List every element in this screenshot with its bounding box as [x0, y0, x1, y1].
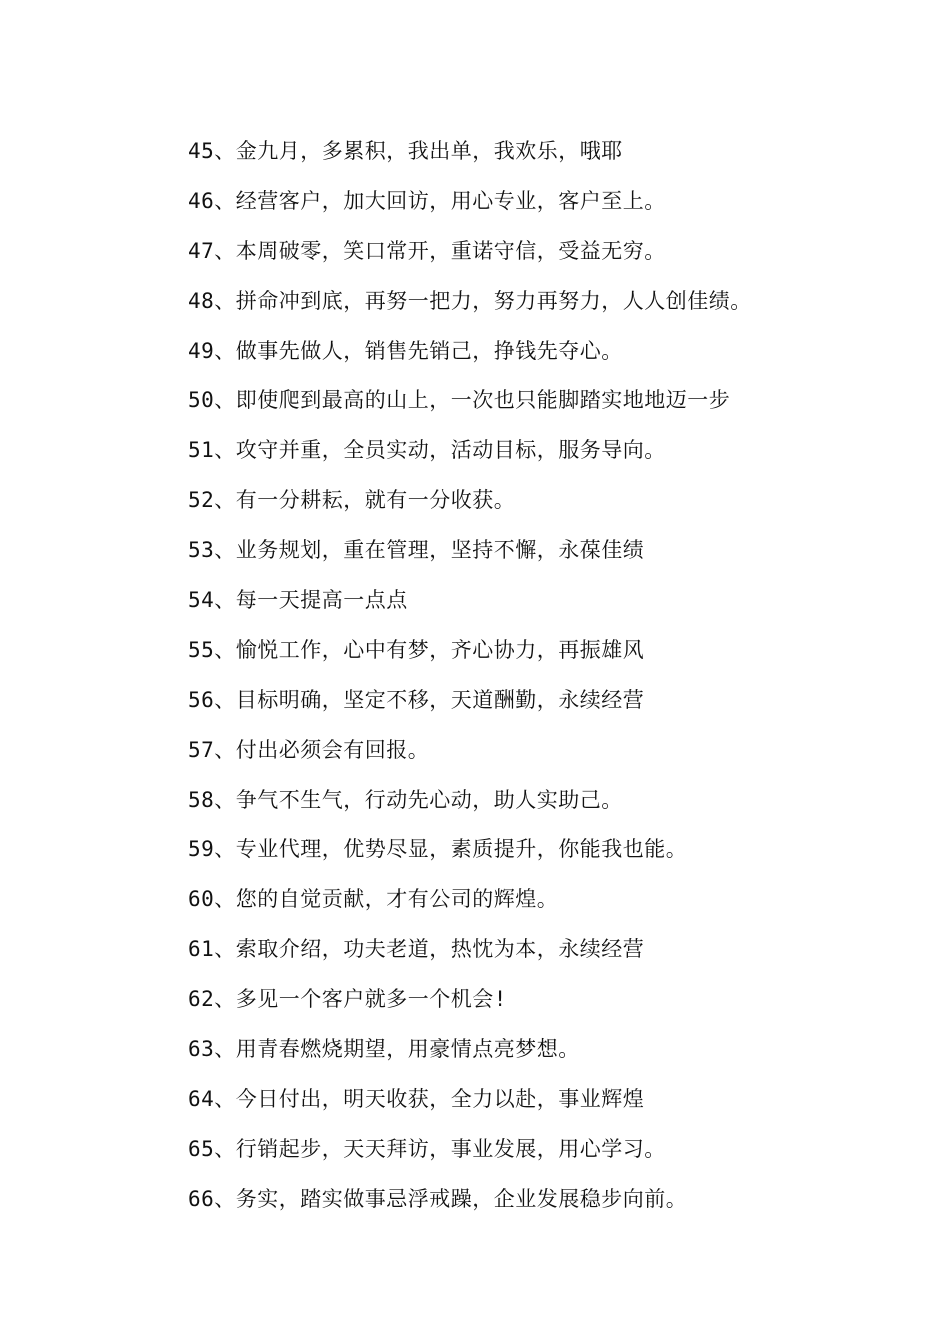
- list-item: 45、金九月，多累积，我出单，我欢乐，哦耶: [188, 139, 623, 163]
- list-item: 65、行销起步，天天拜访，事业发展，用心学习。: [188, 1136, 666, 1161]
- list-item: 54、每一天提高一点点: [188, 588, 408, 613]
- list-item: 46、经营客户，加大回访，用心专业，客户至上。: [188, 188, 666, 213]
- list-item: 53、业务规划，重在管理，坚持不懈，永葆佳绩: [188, 538, 645, 563]
- list-item: 63、用青春燃烧期望，用豪情点亮梦想。: [188, 1037, 580, 1062]
- list-item: 59、专业代理，优势尽显，素质提升，你能我也能。: [188, 837, 688, 862]
- list-item: 60、您的自觉贡献，才有公司的辉煌。: [188, 887, 559, 912]
- list-item: 56、目标明确，坚定不移，天道酬勤，永续经营: [188, 687, 645, 712]
- list-item: 62、多见一个客户就多一个机会!: [188, 987, 507, 1012]
- list-item: 52、有一分耕耘，就有一分收获。: [188, 488, 516, 513]
- list-item: 57、付出必须会有回报。: [188, 737, 430, 762]
- list-item: 55、愉悦工作，心中有梦，齐心协力，再振雄风: [188, 637, 645, 662]
- list-item: 51、攻守并重，全员实动，活动目标，服务导向。: [188, 438, 666, 463]
- list-item: 66、务实，踏实做事忌浮戒躁，企业发展稳步向前。: [188, 1186, 688, 1211]
- list-item: 47、本周破零，笑口常开，重诺守信，受益无穷。: [188, 238, 666, 263]
- list-item: 61、索取介绍，功夫老道，热忱为本，永续经营: [188, 937, 645, 962]
- list-item: 49、做事先做人，销售先销己，挣钱先夺心。: [188, 338, 623, 363]
- list-item: 58、争气不生气，行动先心动，助人实助己。: [188, 787, 623, 812]
- slogan-list: [188, 131, 752, 1229]
- list-item: 48、拼命冲到底，再努一把力，努力再努力，人人创佳绩。: [188, 288, 752, 313]
- list-item: 64、今日付出，明天收获，全力以赴，事业辉煌: [188, 1086, 645, 1111]
- list-item: 50、即使爬到最高的山上，一次也只能脚踏实地地迈一步: [188, 388, 731, 413]
